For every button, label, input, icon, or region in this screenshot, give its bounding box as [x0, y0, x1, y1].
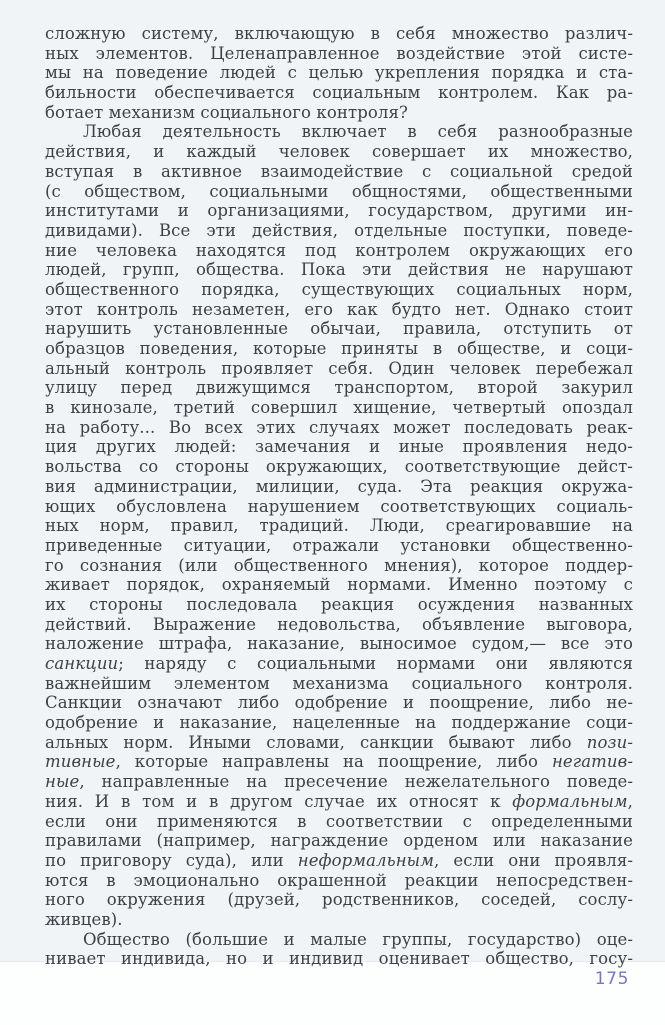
text-line	[45, 890, 633, 910]
text-run: ются в эмоционально окрашенной реакции непосредствен-	[45, 870, 633, 890]
text-block	[45, 24, 633, 969]
text-run: сложную систему, включающую в себя множество различ-	[45, 24, 633, 43]
text-line	[45, 752, 633, 772]
text-run: на работу... Во всех этих случаях может последовать реак-	[45, 417, 633, 437]
text-run: действия, и каждый человек совершает их множество,	[45, 142, 633, 162]
text-line	[45, 437, 633, 457]
text-run: нарушить установленные обычаи, правила, отступить от	[45, 319, 633, 339]
text-line	[45, 713, 633, 733]
text-line	[45, 595, 633, 615]
text-line	[45, 772, 633, 792]
text-run: одобрение и наказание, нацеленные на поддержание соци-	[45, 713, 633, 733]
text-run: в кинозале, третий совершил хищение, четвертый опоздал	[45, 398, 633, 418]
scan-edge-artifact	[0, 961, 665, 1025]
text-line	[45, 733, 633, 753]
text-line	[45, 300, 633, 320]
text-run: альный контроль проявляет себя. Один человек перебежал	[45, 358, 633, 378]
text-run: институтами и организациями, государством, другими ин-	[45, 201, 633, 221]
text-run: ; наряду с социальными нормами они являются	[118, 654, 633, 673]
text-run: действий. Выражение недовольства, объявление выговора,	[45, 614, 633, 634]
text-line	[45, 674, 633, 694]
text-run: альных норм. Иными словами, санкции бывают либо	[45, 732, 587, 752]
text-run: вия администрации, милиции, суда. Эта реакция окружа-	[45, 476, 633, 496]
text-run: , направленные на пресечение нежелательного поведе-	[79, 772, 633, 792]
text-line	[45, 182, 633, 202]
text-run: наложение штрафа, наказание, выносимое судом,— все это	[45, 634, 633, 654]
page-number: 175	[594, 969, 629, 989]
text-run: ботает механизм социального контроля?	[45, 102, 408, 122]
text-run-italic: негатив-	[551, 752, 633, 772]
text-line	[45, 871, 633, 891]
text-line	[45, 634, 633, 654]
text-run: если они применяются в соответствии с определенными	[45, 811, 633, 831]
text-line	[45, 556, 633, 576]
text-run: ция других людей: замечания и иные проявления недо-	[45, 437, 633, 457]
text-run: вступая в активное взаимодействие с социальной средой	[45, 161, 633, 181]
text-line	[45, 418, 633, 438]
text-run-italic: неформальным	[297, 850, 435, 870]
text-run: важнейшим элементом механизма социального контроля.	[45, 673, 633, 693]
text-line	[45, 930, 633, 950]
text-run: ных норм, правил, традиций. Люди, среагировавшие на	[45, 516, 633, 536]
text-line	[45, 910, 633, 930]
text-run-italic: тивные	[45, 752, 116, 772]
text-line	[45, 201, 633, 221]
text-run: приведенные ситуации, отражали установки общественно-	[45, 535, 633, 555]
text-run: по приговору суда), или	[45, 850, 298, 870]
text-line	[45, 812, 633, 832]
text-run: их стороны последовала реакция осуждения названных	[45, 594, 633, 614]
text-run: правилами (например, награждение орденом или наказание	[45, 831, 633, 851]
text-line	[45, 339, 633, 359]
text-run: дивидами). Все эти действия, отдельные поступки, поведе-	[45, 220, 633, 240]
text-line	[45, 497, 633, 517]
text-line	[45, 221, 633, 241]
text-run-italic: ные	[45, 772, 80, 792]
text-line	[45, 831, 633, 851]
text-run: бильности обеспечивается социальным контролем. Как ра-	[45, 83, 633, 103]
text-line	[45, 516, 633, 536]
text-line	[45, 280, 633, 300]
text-run: ющих обусловлена нарушением соответствующих социаль-	[45, 496, 633, 516]
text-line	[45, 693, 633, 713]
text-line	[45, 359, 633, 379]
text-run: ние человека находятся под контролем окружающих его	[45, 240, 633, 260]
text-run: , которые направлены на поощрение, либо	[115, 752, 552, 772]
text-line	[45, 792, 633, 812]
text-line	[45, 575, 633, 595]
text-run: вольства со стороны окружающих, соответствующие дейст-	[45, 457, 633, 477]
text-line	[45, 851, 633, 871]
text-run: улицу перед движущимся транспортом, второй закурил	[45, 378, 633, 398]
text-line	[45, 162, 633, 182]
text-line	[45, 83, 633, 103]
text-line	[45, 378, 633, 398]
text-run: ния. И в том и в другом случае их относят к	[45, 791, 513, 811]
text-run: общественного порядка, существующих социальных норм,	[45, 279, 633, 299]
text-run: ных элементов. Целенаправленное воздействие этой систе-	[45, 43, 633, 63]
text-run: (с обществом, социальными общностями, общественными	[45, 181, 633, 201]
text-run: мы на поведение людей с целью укрепления порядка и ста-	[45, 63, 633, 83]
text-line	[45, 457, 633, 477]
text-run: живает порядок, охраняемый нормами. Именно поэтому с	[45, 575, 633, 595]
text-run: , если они проявля-	[434, 850, 634, 870]
text-run-italic: пози-	[586, 732, 633, 752]
text-line	[45, 103, 633, 123]
text-line	[45, 536, 633, 556]
text-run: людей, групп, общества. Пока эти действия не нарушают	[45, 260, 633, 280]
text-run: ,	[627, 791, 633, 811]
text-line	[45, 122, 633, 142]
text-line	[45, 241, 633, 261]
text-run: го сознания (или общественного мнения), которое поддер-	[45, 555, 633, 575]
text-run: Санкции означают либо одобрение и поощрение, либо не-	[45, 693, 633, 713]
text-line	[45, 44, 633, 64]
text-line	[45, 24, 633, 44]
text-line	[45, 142, 633, 162]
text-run: живцев).	[45, 909, 123, 929]
text-line	[45, 319, 633, 339]
text-line	[45, 654, 633, 674]
text-line	[45, 949, 633, 969]
text-line	[45, 477, 633, 497]
text-line	[45, 260, 633, 280]
text-run-italic: санкции	[45, 654, 119, 673]
text-run: ного окружения (друзей, родственников, соседей, сослу-	[45, 890, 633, 910]
text-run: Общество (большие и малые группы, государство) оце-	[83, 929, 633, 949]
text-run: этот контроль незаметен, его как будто нет. Однако стоит	[45, 299, 633, 319]
text-line	[45, 615, 633, 635]
text-run: Любая деятельность включает в себя разнообразные	[83, 122, 633, 142]
text-run: образцов поведения, которые приняты в обществе, и соци-	[45, 339, 633, 358]
text-run-italic: формальным	[512, 791, 628, 811]
text-run: нивает индивида, но и индивид оценивает общество, госу-	[45, 949, 633, 969]
text-line	[45, 63, 633, 83]
text-line	[45, 398, 633, 418]
